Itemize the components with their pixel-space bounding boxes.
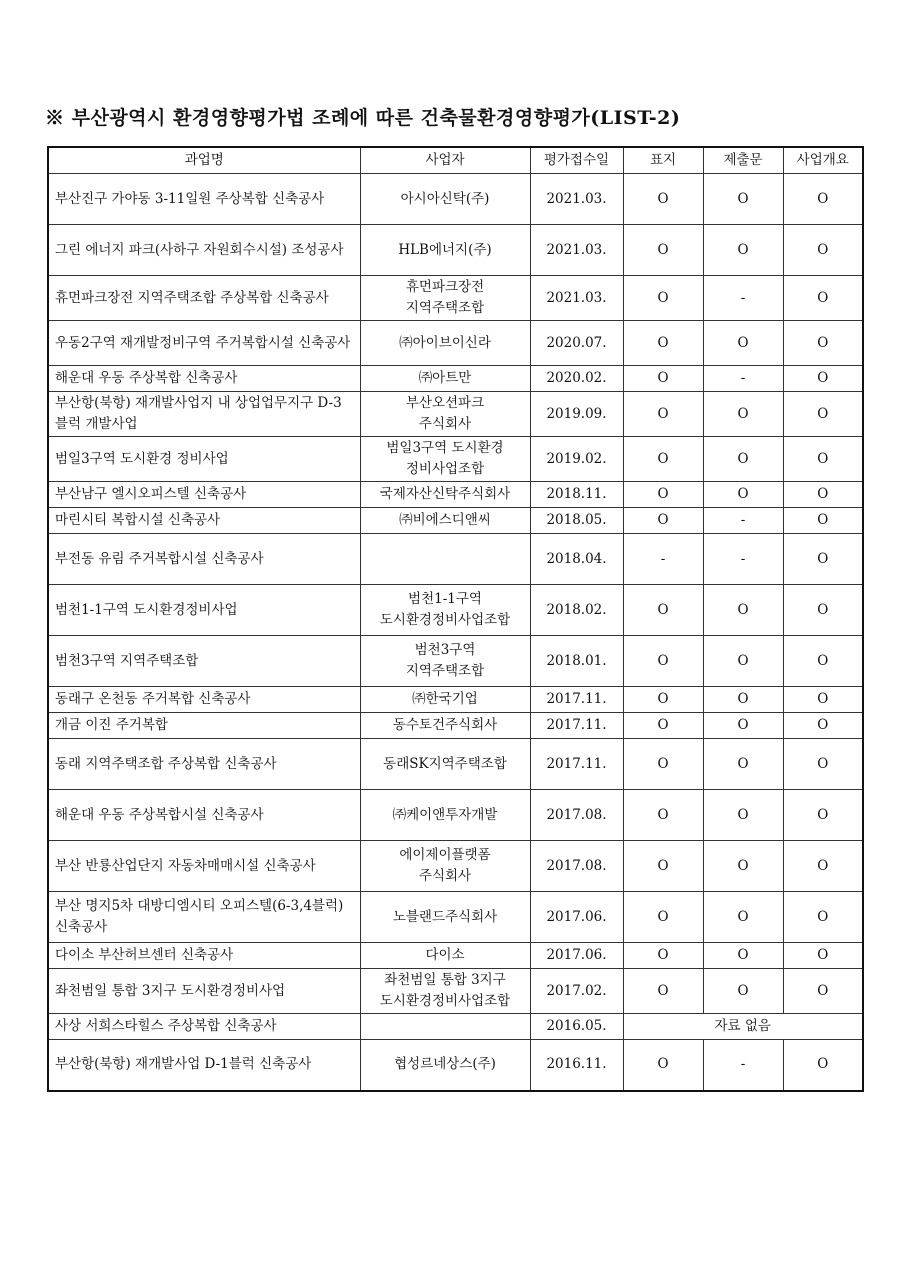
table-row (48, 687, 863, 713)
submission-cell: O (703, 174, 783, 225)
table-row (48, 482, 863, 508)
company-cell: 에이제이플랫폼 주식회사 (360, 841, 530, 892)
project-name-cell: 동래 지역주택조합 주상복합 신축공사 (48, 739, 360, 790)
table-row (48, 276, 863, 321)
project-name-cell: 개금 이진 주거복합 (48, 713, 360, 739)
overview-cell: O (783, 276, 863, 321)
submission-cell: O (703, 321, 783, 366)
date-cell: 2017.11. (530, 713, 623, 739)
date-cell: 2019.02. (530, 437, 623, 482)
overview-cell: O (783, 687, 863, 713)
cover-cell: O (623, 713, 703, 739)
table-row (48, 321, 863, 366)
cover-cell: O (623, 437, 703, 482)
table-row (48, 534, 863, 585)
table-row (48, 508, 863, 534)
company-cell: 좌천범일 통합 3지구 도시환경정비사업조합 (360, 969, 530, 1014)
cover-cell: O (623, 392, 703, 437)
project-name-cell: 부산 명지5차 대방디엠시티 오피스텔(6-3,4블럭) 신축공사 (48, 892, 360, 943)
cover-cell: O (623, 174, 703, 225)
header-project-name: 과업명 (48, 147, 360, 174)
date-cell: 2018.02. (530, 585, 623, 636)
date-cell: 2019.09. (530, 392, 623, 437)
project-name-cell: 휴먼파크장전 지역주택조합 주상복합 신축공사 (48, 276, 360, 321)
submission-cell: O (703, 585, 783, 636)
project-name-cell: 마린시티 복합시설 신축공사 (48, 508, 360, 534)
table-row (48, 437, 863, 482)
project-name-cell: 사상 서희스타힐스 주상복합 신축공사 (48, 1014, 360, 1040)
table-row (48, 225, 863, 276)
project-name-cell: 우동2구역 재개발정비구역 주거복합시설 신축공사 (48, 321, 360, 366)
overview-cell: O (783, 969, 863, 1014)
project-name-cell: 부산항(북항) 재개발사업지 내 상업업무지구 D-3블럭 개발사업 (48, 392, 360, 437)
overview-cell: O (783, 636, 863, 687)
company-cell (360, 1014, 530, 1040)
cover-cell: O (623, 585, 703, 636)
company-cell: ㈜비에스디앤씨 (360, 508, 530, 534)
date-cell: 2021.03. (530, 276, 623, 321)
submission-cell: - (703, 366, 783, 392)
date-cell: 2018.01. (530, 636, 623, 687)
cover-cell: O (623, 841, 703, 892)
date-cell: 2016.11. (530, 1040, 623, 1091)
date-cell: 2020.07. (530, 321, 623, 366)
submission-cell: - (703, 534, 783, 585)
table-row (48, 943, 863, 969)
header-submission: 제출문 (703, 147, 783, 174)
company-cell: 노블랜드주식회사 (360, 892, 530, 943)
project-name-cell: 좌천범일 통합 3지구 도시환경정비사업 (48, 969, 360, 1014)
table-row (48, 969, 863, 1014)
submission-cell: O (703, 892, 783, 943)
header-cover: 표지 (623, 147, 703, 174)
table-row (48, 366, 863, 392)
project-name-cell: 해운대 우동 주상복합시설 신축공사 (48, 790, 360, 841)
date-cell: 2017.08. (530, 790, 623, 841)
cover-cell: O (623, 969, 703, 1014)
cover-cell: O (623, 739, 703, 790)
company-cell: 휴먼파크장전 지역주택조합 (360, 276, 530, 321)
project-name-cell: 부산남구 엘시오피스텔 신축공사 (48, 482, 360, 508)
date-cell: 2017.06. (530, 943, 623, 969)
submission-cell: O (703, 687, 783, 713)
overview-cell: O (783, 943, 863, 969)
cover-cell: - (623, 534, 703, 585)
date-cell: 2018.11. (530, 482, 623, 508)
cover-cell: O (623, 790, 703, 841)
overview-cell: O (783, 585, 863, 636)
cover-cell: O (623, 276, 703, 321)
project-name-cell: 동래구 온천동 주거복합 신축공사 (48, 687, 360, 713)
overview-cell: O (783, 225, 863, 276)
submission-cell: O (703, 482, 783, 508)
date-cell: 2020.02. (530, 366, 623, 392)
table-row (48, 841, 863, 892)
no-data-cell: 자료 없음 (623, 1014, 863, 1040)
submission-cell: O (703, 969, 783, 1014)
overview-cell: O (783, 508, 863, 534)
submission-cell: O (703, 841, 783, 892)
date-cell: 2018.04. (530, 534, 623, 585)
cover-cell: O (623, 225, 703, 276)
company-cell: 협성르네상스(주) (360, 1040, 530, 1091)
table-row (48, 790, 863, 841)
cover-cell: O (623, 892, 703, 943)
date-cell: 2018.05. (530, 508, 623, 534)
project-name-cell: 범일3구역 도시환경 정비사업 (48, 437, 360, 482)
company-cell: ㈜케이앤투자개발 (360, 790, 530, 841)
company-cell: 다이소 (360, 943, 530, 969)
company-cell: 범천1-1구역 도시환경정비사업조합 (360, 585, 530, 636)
table-row (48, 713, 863, 739)
date-cell: 2017.02. (530, 969, 623, 1014)
submission-cell: - (703, 508, 783, 534)
company-cell: ㈜아트만 (360, 366, 530, 392)
overview-cell: O (783, 321, 863, 366)
overview-cell: O (783, 534, 863, 585)
company-cell: 동래SK지역주택조합 (360, 739, 530, 790)
header-overview: 사업개요 (783, 147, 863, 174)
project-name-cell: 범천1-1구역 도시환경정비사업 (48, 585, 360, 636)
company-cell: HLB에너지(주) (360, 225, 530, 276)
cover-cell: O (623, 508, 703, 534)
overview-cell: O (783, 841, 863, 892)
submission-cell: O (703, 790, 783, 841)
overview-cell: O (783, 437, 863, 482)
company-cell: 부산오션파크 주식회사 (360, 392, 530, 437)
table-row (48, 1014, 863, 1040)
page-title: ※ 부산광역시 환경영향평가법 조례에 따른 건축물환경영향평가(LIST-2) (45, 107, 681, 129)
company-cell: ㈜한국기업 (360, 687, 530, 713)
cover-cell: O (623, 636, 703, 687)
cover-cell: O (623, 321, 703, 366)
project-name-cell: 그린 에너지 파크(사하구 자원회수시설) 조성공사 (48, 225, 360, 276)
project-name-cell: 부산항(북항) 재개발사업 D-1블럭 신축공사 (48, 1040, 360, 1091)
overview-cell: O (783, 482, 863, 508)
overview-cell: O (783, 713, 863, 739)
company-cell: ㈜아이브이신라 (360, 321, 530, 366)
table-row (48, 392, 863, 437)
submission-cell: O (703, 943, 783, 969)
cover-cell: O (623, 1040, 703, 1091)
date-cell: 2021.03. (530, 174, 623, 225)
date-cell: 2017.11. (530, 739, 623, 790)
cover-cell: O (623, 687, 703, 713)
submission-cell: O (703, 739, 783, 790)
company-cell: 범천3구역 지역주택조합 (360, 636, 530, 687)
overview-cell: O (783, 892, 863, 943)
table-row (48, 636, 863, 687)
project-name-cell: 부산진구 가야동 3-11일원 주상복합 신축공사 (48, 174, 360, 225)
company-cell: 국제자산신탁주식회사 (360, 482, 530, 508)
submission-cell: O (703, 225, 783, 276)
cover-cell: O (623, 943, 703, 969)
submission-cell: O (703, 636, 783, 687)
header-company: 사업자 (360, 147, 530, 174)
company-cell: 범일3구역 도시환경 정비사업조합 (360, 437, 530, 482)
table-row (48, 585, 863, 636)
overview-cell: O (783, 392, 863, 437)
project-name-cell: 부산 반룡산업단지 자동차매매시설 신축공사 (48, 841, 360, 892)
date-cell: 2016.05. (530, 1014, 623, 1040)
cover-cell: O (623, 366, 703, 392)
table-row (48, 739, 863, 790)
submission-cell: - (703, 276, 783, 321)
date-cell: 2021.03. (530, 225, 623, 276)
company-cell: 아시아신탁(주) (360, 174, 530, 225)
project-name-cell: 부전동 유림 주거복합시설 신축공사 (48, 534, 360, 585)
project-name-cell: 다이소 부산허브센터 신축공사 (48, 943, 360, 969)
table-header-row (48, 147, 863, 174)
overview-cell: O (783, 739, 863, 790)
table-row (48, 174, 863, 225)
overview-cell: O (783, 790, 863, 841)
submission-cell: O (703, 392, 783, 437)
project-name-cell: 범천3구역 지역주택조합 (48, 636, 360, 687)
project-list-table (47, 146, 864, 1092)
date-cell: 2017.06. (530, 892, 623, 943)
submission-cell: - (703, 1040, 783, 1091)
cover-cell: O (623, 482, 703, 508)
date-cell: 2017.11. (530, 687, 623, 713)
table-row (48, 892, 863, 943)
date-cell: 2017.08. (530, 841, 623, 892)
overview-cell: O (783, 1040, 863, 1091)
submission-cell: O (703, 713, 783, 739)
overview-cell: O (783, 366, 863, 392)
submission-cell: O (703, 437, 783, 482)
company-cell: 동수토건주식회사 (360, 713, 530, 739)
table-row (48, 1040, 863, 1091)
overview-cell: O (783, 174, 863, 225)
project-name-cell: 해운대 우동 주상복합 신축공사 (48, 366, 360, 392)
company-cell (360, 534, 530, 585)
header-date: 평가접수일 (530, 147, 623, 174)
